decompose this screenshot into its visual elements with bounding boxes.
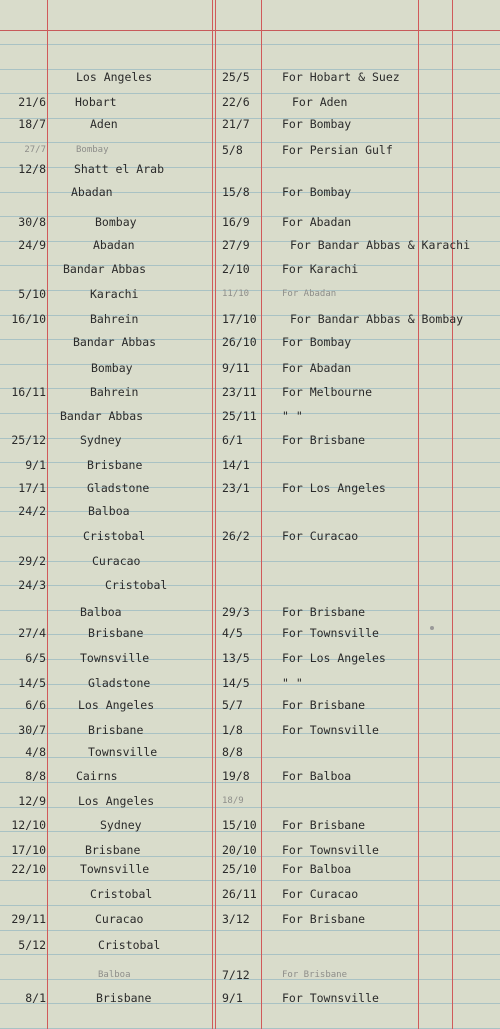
port-cell: Brisbane xyxy=(96,991,152,1005)
destination-cell: " " xyxy=(282,676,303,690)
destination-cell: For Abadan xyxy=(282,361,352,375)
ruled-line xyxy=(0,782,500,783)
arrived-date-cell: 27/7 xyxy=(24,145,46,155)
ruled-line xyxy=(0,954,500,955)
arrived-date-cell: 30/7 xyxy=(18,723,46,737)
destination-cell: For Townsville xyxy=(282,626,379,640)
ruled-line xyxy=(0,118,500,119)
port-cell: Shatt el Arab xyxy=(74,162,165,176)
destination-cell: For Bandar Abbas & Bombay xyxy=(290,312,464,326)
destination-cell: For Abadan xyxy=(282,215,352,229)
destination-cell: For Abadan xyxy=(282,289,337,299)
arrived-date-cell: 21/6 xyxy=(18,95,46,109)
column-line-port-left xyxy=(212,0,213,1029)
sailed-date-cell: 9/1 xyxy=(222,991,243,1005)
sailed-date-cell: 16/9 xyxy=(222,215,250,229)
ruled-line xyxy=(0,708,500,709)
ruled-line xyxy=(0,487,500,488)
ruled-line xyxy=(0,880,500,881)
ruled-line xyxy=(0,364,500,365)
sailed-date-cell: 20/10 xyxy=(222,843,257,857)
ruled-line xyxy=(0,290,500,291)
ruled-line xyxy=(0,905,500,906)
port-cell: Cristobal xyxy=(90,887,153,901)
sailed-date-cell: 19/8 xyxy=(222,769,250,783)
port-cell: Cairns xyxy=(76,769,118,783)
sailed-date-cell: 15/8 xyxy=(222,185,250,199)
port-cell: Aden xyxy=(90,117,118,131)
destination-cell: " " xyxy=(282,409,303,423)
destination-cell: For Brisbane xyxy=(282,912,366,926)
sailed-date-cell: 23/1 xyxy=(222,481,250,495)
port-cell: Gladstone xyxy=(88,676,151,690)
sailed-date-cell: 25/5 xyxy=(222,70,250,84)
destination-cell: For Hobart & Suez xyxy=(282,70,400,84)
ruled-line xyxy=(0,979,500,980)
port-cell: Townsville xyxy=(80,651,150,665)
sailed-date-cell: 14/5 xyxy=(222,676,250,690)
sailed-date-cell: 9/11 xyxy=(222,361,250,375)
destination-cell: For Balboa xyxy=(282,862,352,876)
ruled-line xyxy=(0,93,500,94)
ruled-line xyxy=(0,610,500,611)
port-cell: Cristobal xyxy=(105,578,168,592)
header-divider xyxy=(0,30,500,31)
arrived-date-cell: 6/6 xyxy=(25,698,46,712)
destination-cell: For Bombay xyxy=(282,185,352,199)
arrived-date-cell: 12/9 xyxy=(18,794,46,808)
port-cell: Los Angeles xyxy=(76,70,153,84)
arrived-date-cell: 12/8 xyxy=(18,162,46,176)
destination-cell: For Aden xyxy=(292,95,348,109)
ruled-line xyxy=(0,930,500,931)
port-cell: Townsville xyxy=(88,745,158,759)
sailed-date-cell: 27/9 xyxy=(222,238,250,252)
destination-cell: For Townsville xyxy=(282,991,379,1005)
arrived-date-cell: 27/4 xyxy=(18,626,46,640)
arrived-date-cell: 24/9 xyxy=(18,238,46,252)
arrived-date-cell: 6/5 xyxy=(25,651,46,665)
port-cell: Balboa xyxy=(80,605,122,619)
sailed-date-cell: 11/10 xyxy=(222,289,250,299)
ruled-line xyxy=(0,1003,500,1004)
arrived-date-cell: 12/10 xyxy=(11,818,46,832)
destination-cell: For Brisbane xyxy=(282,433,366,447)
sailed-date-cell: 26/11 xyxy=(222,887,257,901)
port-cell: Brisbane xyxy=(88,723,144,737)
arrived-date-cell: 9/1 xyxy=(25,458,46,472)
sailed-date-cell: 15/10 xyxy=(222,818,257,832)
destination-cell: For Townsville xyxy=(282,723,379,737)
column-line-destination xyxy=(418,0,419,1029)
ruled-line xyxy=(0,462,500,463)
arrived-date-cell: 17/10 xyxy=(11,843,46,857)
sailed-date-cell: 4/5 xyxy=(222,626,243,640)
ruled-line xyxy=(0,438,500,439)
destination-cell: For Los Angeles xyxy=(282,481,386,495)
port-cell: Karachi xyxy=(90,287,139,301)
ruled-line xyxy=(0,807,500,808)
arrived-date-cell: 16/11 xyxy=(11,385,46,399)
destination-cell: For Curacao xyxy=(282,529,359,543)
sailed-date-cell: 21/7 xyxy=(222,117,250,131)
port-cell: Bombay xyxy=(91,361,133,375)
destination-cell: For Brisbane xyxy=(282,818,366,832)
port-cell: Bahrein xyxy=(90,385,139,399)
arrived-date-cell: 30/8 xyxy=(18,215,46,229)
destination-cell: For Balboa xyxy=(282,769,352,783)
port-cell: Curacao xyxy=(92,554,141,568)
ruled-line xyxy=(0,684,500,685)
column-line-arrived xyxy=(47,0,48,1029)
sailed-date-cell: 7/12 xyxy=(222,968,250,982)
port-cell: Bombay xyxy=(95,215,137,229)
port-cell: Los Angeles xyxy=(78,698,155,712)
port-cell: Abadan xyxy=(71,185,113,199)
arrived-date-cell: 18/7 xyxy=(18,117,46,131)
ruled-line xyxy=(0,634,500,635)
sailed-date-cell: 13/5 xyxy=(222,651,250,665)
arrived-date-cell: 24/2 xyxy=(18,504,46,518)
sailed-date-cell: 26/2 xyxy=(222,529,250,543)
arrived-date-cell: 5/12 xyxy=(18,938,46,952)
destination-cell: For Townsville xyxy=(282,843,379,857)
port-cell: Bandar Abbas xyxy=(60,409,144,423)
port-cell: Balboa xyxy=(98,970,131,980)
port-cell: Brisbane xyxy=(88,626,144,640)
ruled-line xyxy=(0,659,500,660)
sailed-date-cell: 5/7 xyxy=(222,698,243,712)
destination-cell: For Brisbane xyxy=(282,605,366,619)
port-cell: Bandar Abbas xyxy=(63,262,147,276)
ruled-line xyxy=(0,69,500,70)
port-cell: Los Angeles xyxy=(78,794,155,808)
port-cell: Balboa xyxy=(88,504,130,518)
ruled-line xyxy=(0,561,500,562)
arrived-date-cell: 4/8 xyxy=(25,745,46,759)
arrived-date-cell: 25/12 xyxy=(11,433,46,447)
sailed-date-cell: 1/8 xyxy=(222,723,243,737)
sailed-date-cell: 29/3 xyxy=(222,605,250,619)
ruled-line xyxy=(0,733,500,734)
port-cell: Bombay xyxy=(76,145,109,155)
sailed-date-cell: 17/10 xyxy=(222,312,257,326)
destination-cell: For Los Angeles xyxy=(282,651,386,665)
sailed-date-cell: 25/11 xyxy=(222,409,257,423)
port-cell: Sydney xyxy=(100,818,142,832)
arrived-date-cell: 16/10 xyxy=(11,312,46,326)
column-line-port-right xyxy=(215,0,216,1029)
port-cell: Gladstone xyxy=(87,481,150,495)
destination-cell: For Bombay xyxy=(282,335,352,349)
destination-cell: For Bandar Abbas & Karachi xyxy=(290,238,471,252)
sailed-date-cell: 2/10 xyxy=(222,262,250,276)
ruled-line xyxy=(0,142,500,143)
port-cell: Abadan xyxy=(93,238,135,252)
ruled-line xyxy=(0,511,500,512)
port-cell: Brisbane xyxy=(85,843,141,857)
sailed-date-cell: 14/1 xyxy=(222,458,250,472)
port-cell: Bandar Abbas xyxy=(73,335,157,349)
sailed-date-cell: 5/8 xyxy=(222,143,243,157)
sailed-date-cell: 22/6 xyxy=(222,95,250,109)
port-cell: Cristobal xyxy=(83,529,146,543)
ruled-line xyxy=(0,757,500,758)
port-cell: Bahrein xyxy=(90,312,139,326)
arrived-date-cell: 24/3 xyxy=(18,578,46,592)
destination-cell: For Melbourne xyxy=(282,385,373,399)
port-cell: Cristobal xyxy=(98,938,161,952)
arrived-date-cell: 5/10 xyxy=(18,287,46,301)
sailed-date-cell: 23/11 xyxy=(222,385,257,399)
sailed-date-cell: 3/12 xyxy=(222,912,250,926)
destination-cell: For Curacao xyxy=(282,887,359,901)
arrived-date-cell: 14/5 xyxy=(18,676,46,690)
sailed-date-cell: 8/8 xyxy=(222,745,243,759)
arrived-date-cell: 8/1 xyxy=(25,991,46,1005)
destination-cell: For Karachi xyxy=(282,262,359,276)
column-line-sailed xyxy=(261,0,262,1029)
arrived-date-cell: 8/8 xyxy=(25,769,46,783)
sailed-date-cell: 26/10 xyxy=(222,335,257,349)
sailed-date-cell: 18/9 xyxy=(222,796,244,806)
port-cell: Sydney xyxy=(80,433,122,447)
column-line-wri xyxy=(452,0,453,1029)
sailed-date-cell: 25/10 xyxy=(222,862,257,876)
port-cell: Townsville xyxy=(80,862,150,876)
arrived-date-cell: 29/11 xyxy=(11,912,46,926)
destination-cell: For Brisbane xyxy=(282,970,348,980)
port-cell: Hobart xyxy=(75,95,117,109)
port-cell: Brisbane xyxy=(87,458,143,472)
ruled-line xyxy=(0,216,500,217)
ruled-line xyxy=(0,585,500,586)
arrived-date-cell: 29/2 xyxy=(18,554,46,568)
ruled-line xyxy=(0,536,500,537)
ruled-line xyxy=(0,44,500,45)
destination-cell: For Persian Gulf xyxy=(282,143,393,157)
destination-cell: For Brisbane xyxy=(282,698,366,712)
port-cell: Curacao xyxy=(95,912,144,926)
destination-cell: For Bombay xyxy=(282,117,352,131)
ink-spot xyxy=(430,626,434,630)
sailed-date-cell: 6/1 xyxy=(222,433,243,447)
arrived-date-cell: 17/1 xyxy=(18,481,46,495)
arrived-date-cell: 22/10 xyxy=(11,862,46,876)
